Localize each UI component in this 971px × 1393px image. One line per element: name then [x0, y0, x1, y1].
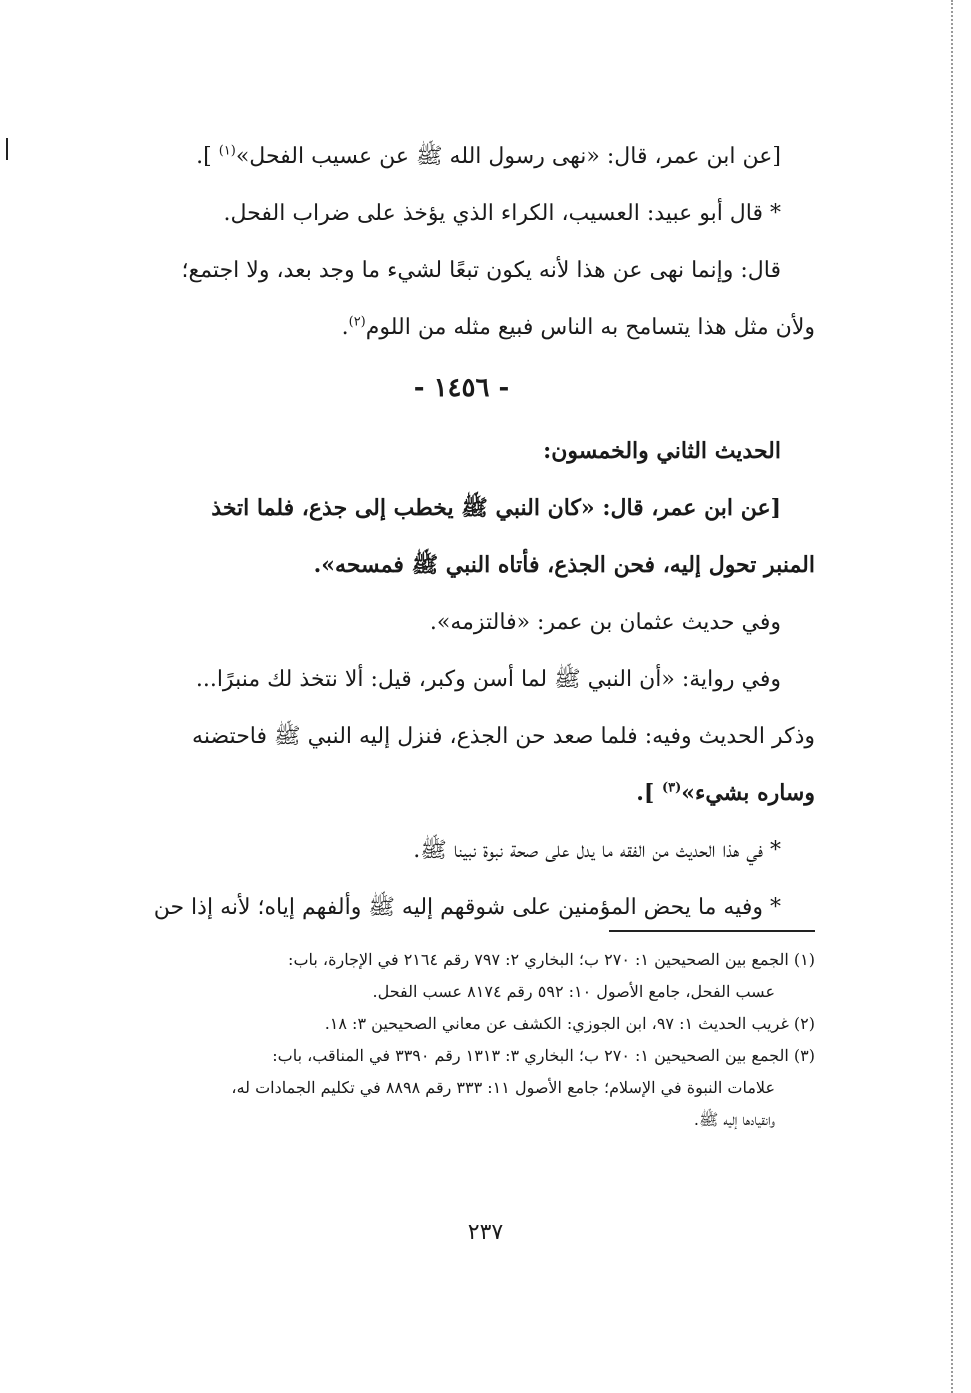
- footnote-3-line-3: وانقيادها إليه ﷺ.: [693, 1110, 775, 1129]
- page-edge-dotted-line: [951, 0, 953, 1393]
- main-text: [108, 128, 815, 936]
- commentary-line-2-end: .: [341, 315, 349, 340]
- narration-line-3-end: ].: [636, 780, 662, 806]
- hadith-1-end: ].: [196, 144, 219, 169]
- hadith-number-heading: - ١٤٥٦ -: [413, 373, 510, 403]
- fiqh-note-2: * وفيه ما يحض المؤمنين على شوقهم إليه ﷺ وألفهم إياه؛ لأنه إذا حن: [153, 895, 781, 920]
- footnote-2: (٢) غريب الحديث ١: ٩٧، ابن الجوزي: الكشف عن معاني الصحيحين ٣: ١٨.: [324, 1014, 815, 1033]
- narration-line-3-text: وساره بشيء»: [681, 780, 815, 806]
- commentary-abu-ubaid: * قال أبو عبيد: العسيب، الكراء الذي يؤخذ على ضراب الفحل.: [223, 201, 781, 226]
- section-title: الحديث الثاني والخمسون:: [543, 438, 781, 464]
- uthman-narration: وفي حديث عثمان بن عمر: «فالتزمه».: [429, 610, 781, 635]
- footnote-ref-3: (٣): [661, 780, 682, 796]
- fiqh-note-1: * في هذا الحديث من الفقه ما يدل على صحة نبوة نبينا ﷺ.: [413, 838, 781, 863]
- hadith-2-line-2: المنبر تحول إليه، فحن الجذع، فأتاه النبي ﷺ فمسحه».: [313, 552, 815, 578]
- narration-line-2: وذكر الحديث وفيه: فلما صعد حن الجذع، فنزل إليه النبي ﷺ فاحتضنه: [192, 724, 815, 749]
- commentary-line-1: قال: وإنما نهى عن هذا لأنه يكون تبعًا لشيء ما وجد بعد، ولا اجتمع؛: [181, 258, 781, 283]
- page-number: ٢٣٧: [467, 1220, 504, 1245]
- footnote-separator: [609, 930, 815, 932]
- margin-mark: [6, 138, 8, 160]
- footnote-1-line-2: عسب الفحل، جامع الأصول ١٠: ٥٩٢ رقم ٨١٧٤ عسب الفحل.: [372, 982, 775, 1001]
- hadith-1-text: [عن ابن عمر، قال: «نهى رسول الله ﷺ عن عسيب الفحل»: [235, 144, 781, 169]
- narration-line-3: [108, 765, 815, 822]
- commentary-line-2-text: ولأن مثل هذا يتسامح به الناس فبيع مثله من اللوم: [365, 315, 815, 340]
- commentary-line-2: [108, 299, 815, 356]
- footnote-3-line-1: (٣) الجمع بين الصحيحين ١: ٢٧٠ ب؛ البخاري ٣: ١٣١٣ رقم ٣٣٩٠ في المناقب، باب:: [272, 1046, 815, 1065]
- hadith-2-line-1: [عن ابن عمر، قال: «كان النبي ﷺ يخطب إلى جذع، فلما اتخذ: [211, 495, 781, 521]
- footnote-1-line-1: (١) الجمع بين الصحيحين ١: ٢٧٠ ب؛ البخاري ٢: ٧٩٧ رقم ٢١٦٤ في الإجارة، باب:: [288, 950, 815, 969]
- footnote-ref-1: (١): [218, 143, 236, 159]
- footnote-ref-2: (٢): [348, 314, 366, 330]
- footnote-3-line-2: علامات النبوة في الإسلام؛ جامع الأصول ١١: ٣٣٣ رقم ٨٨٩٨ في تكليم الجمادات له،: [231, 1078, 775, 1097]
- footnotes: [108, 944, 815, 1136]
- hadith-paragraph-1: [108, 128, 815, 185]
- narration-line-1: وفي رواية: «أن النبي ﷺ لما أسن وكبر، قيل: ألا نتخذ لك منبرًا...: [195, 667, 781, 692]
